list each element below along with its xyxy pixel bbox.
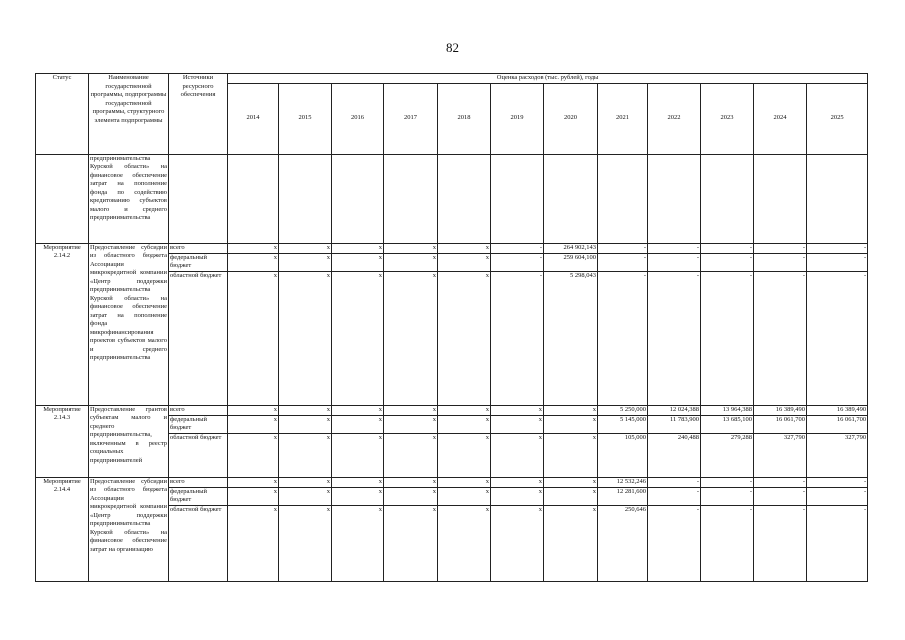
- amount-cell: х: [384, 477, 438, 487]
- item-name: Предоставление субсидии из областного бюджета Ассоциации микрокредитной компании «Центр поддержки предпринимательства Курской области» на финансовое обеспечение затрат на организацию: [89, 477, 169, 581]
- funding-source: областной бюджет: [169, 433, 228, 477]
- table-cell: [228, 154, 279, 243]
- table-cell: [701, 154, 754, 243]
- table-cell: [36, 154, 89, 243]
- item-status: Мероприятие 2.14.4: [36, 477, 89, 581]
- header-year: 2023: [701, 83, 754, 154]
- funding-source: всего: [169, 243, 228, 253]
- amount-cell: -: [701, 253, 754, 271]
- amount-cell: 250,646: [598, 505, 648, 581]
- amount-cell: х: [279, 477, 332, 487]
- amount-cell: -: [701, 243, 754, 253]
- table-cell: [544, 154, 598, 243]
- amount-cell: х: [384, 243, 438, 253]
- item-status: Мероприятие 2.14.2: [36, 243, 89, 405]
- amount-cell: -: [754, 253, 807, 271]
- amount-cell: х: [279, 243, 332, 253]
- amount-cell: -: [754, 243, 807, 253]
- amount-cell: х: [384, 271, 438, 405]
- table-cell: [598, 154, 648, 243]
- funding-source: федеральный бюджет: [169, 415, 228, 433]
- table-cell: [491, 154, 544, 243]
- amount-cell: 12 024,388: [648, 405, 701, 415]
- amount-cell: х: [544, 415, 598, 433]
- amount-cell: х: [491, 415, 544, 433]
- amount-cell: х: [279, 433, 332, 477]
- amount-cell: 264 902,143: [544, 243, 598, 253]
- table-cell: [279, 154, 332, 243]
- amount-cell: 327,790: [807, 433, 868, 477]
- table-cell: [332, 154, 384, 243]
- amount-cell: х: [438, 487, 491, 505]
- amount-cell: х: [279, 405, 332, 415]
- amount-cell: 16 061,700: [807, 415, 868, 433]
- amount-cell: х: [279, 271, 332, 405]
- amount-cell: 13 964,388: [701, 405, 754, 415]
- amount-cell: 13 685,100: [701, 415, 754, 433]
- amount-cell: х: [544, 405, 598, 415]
- header-year: 2015: [279, 83, 332, 154]
- amount-cell: х: [384, 505, 438, 581]
- amount-cell: -: [754, 477, 807, 487]
- amount-cell: х: [491, 433, 544, 477]
- funding-source: федеральный бюджет: [169, 487, 228, 505]
- header-year: 2018: [438, 83, 491, 154]
- amount-cell: х: [332, 243, 384, 253]
- amount-cell: -: [598, 271, 648, 405]
- amount-cell: -: [807, 253, 868, 271]
- funding-source: областной бюджет: [169, 271, 228, 405]
- header-year: 2025: [807, 83, 868, 154]
- amount-cell: 279,288: [701, 433, 754, 477]
- amount-cell: -: [491, 271, 544, 405]
- amount-cell: -: [754, 487, 807, 505]
- amount-cell: х: [491, 477, 544, 487]
- amount-cell: -: [701, 271, 754, 405]
- amount-cell: х: [438, 405, 491, 415]
- amount-cell: х: [279, 487, 332, 505]
- amount-cell: х: [544, 505, 598, 581]
- amount-cell: х: [228, 477, 279, 487]
- item-name: Предоставление грантов субъектам малого и среднего предпринимательства, включенным в реестр социальных предпринимателей: [89, 405, 169, 477]
- amount-cell: х: [332, 505, 384, 581]
- amount-cell: х: [279, 253, 332, 271]
- amount-cell: х: [228, 253, 279, 271]
- amount-cell: 327,790: [754, 433, 807, 477]
- amount-cell: -: [807, 487, 868, 505]
- amount-cell: х: [228, 243, 279, 253]
- amount-cell: х: [491, 505, 544, 581]
- amount-cell: х: [228, 415, 279, 433]
- table-row: [36, 243, 868, 253]
- amount-cell: -: [701, 477, 754, 487]
- table-cell: [384, 154, 438, 243]
- amount-cell: 5 145,000: [598, 415, 648, 433]
- amount-cell: -: [648, 477, 701, 487]
- amount-cell: х: [544, 433, 598, 477]
- table-row-continuation: [36, 154, 868, 243]
- amount-cell: -: [807, 477, 868, 487]
- funding-source: областной бюджет: [169, 505, 228, 581]
- amount-cell: -: [648, 487, 701, 505]
- header-name: Наименование государственной программы, подпрограммы государственной программы, структурного элемента подпрограммы: [89, 74, 169, 155]
- amount-cell: -: [598, 253, 648, 271]
- amount-cell: 105,000: [598, 433, 648, 477]
- amount-cell: х: [279, 415, 332, 433]
- amount-cell: 240,488: [648, 433, 701, 477]
- amount-cell: х: [544, 487, 598, 505]
- amount-cell: х: [384, 405, 438, 415]
- amount-cell: -: [491, 253, 544, 271]
- item-name: Предоставление субсидии из областного бюджета Ассоциации микрокредитной компании «Центр поддержки предпринимательства Курской области» на финансовое обеспечение затрат на пополнение фонда микрофинансирования проектов субъектов малого и среднего предпринимательства: [89, 243, 169, 405]
- amount-cell: 5 250,000: [598, 405, 648, 415]
- header-year: 2024: [754, 83, 807, 154]
- table-row: [36, 477, 868, 487]
- amount-cell: х: [332, 477, 384, 487]
- page-number: 82: [446, 40, 459, 55]
- amount-cell: х: [438, 253, 491, 271]
- amount-cell: х: [332, 405, 384, 415]
- amount-cell: х: [438, 271, 491, 405]
- amount-cell: х: [332, 415, 384, 433]
- amount-cell: 12 532,246: [598, 477, 648, 487]
- amount-cell: х: [279, 505, 332, 581]
- header-year: 2016: [332, 83, 384, 154]
- header-status: Статус: [36, 74, 89, 155]
- amount-cell: х: [228, 405, 279, 415]
- amount-cell: х: [384, 433, 438, 477]
- amount-cell: -: [648, 253, 701, 271]
- table-cell: [807, 154, 868, 243]
- amount-cell: х: [438, 477, 491, 487]
- table-cell: [754, 154, 807, 243]
- table-cell: [438, 154, 491, 243]
- funding-source: всего: [169, 477, 228, 487]
- header-year: 2020: [544, 83, 598, 154]
- budget-table: [35, 73, 868, 582]
- amount-cell: х: [438, 243, 491, 253]
- amount-cell: х: [228, 271, 279, 405]
- table-row: [36, 405, 868, 415]
- amount-cell: -: [807, 271, 868, 405]
- funding-source: федеральный бюджет: [169, 253, 228, 271]
- amount-cell: х: [228, 487, 279, 505]
- amount-cell: -: [648, 505, 701, 581]
- amount-cell: -: [648, 271, 701, 405]
- amount-cell: -: [807, 243, 868, 253]
- header-source: Источники ресурсного обеспечения: [169, 74, 228, 155]
- table-cell: [648, 154, 701, 243]
- amount-cell: -: [807, 505, 868, 581]
- header-year: 2017: [384, 83, 438, 154]
- header-year: 2019: [491, 83, 544, 154]
- header-estimate: Оценка расходов (тыс. рублей), годы: [228, 74, 868, 84]
- header-row-main: [36, 74, 868, 84]
- amount-cell: х: [491, 405, 544, 415]
- header-year: 2022: [648, 83, 701, 154]
- amount-cell: х: [332, 253, 384, 271]
- amount-cell: х: [438, 415, 491, 433]
- amount-cell: 5 298,043: [544, 271, 598, 405]
- amount-cell: х: [384, 253, 438, 271]
- header-year: 2014: [228, 83, 279, 154]
- amount-cell: -: [701, 487, 754, 505]
- amount-cell: 16 061,700: [754, 415, 807, 433]
- amount-cell: х: [332, 271, 384, 405]
- amount-cell: -: [648, 243, 701, 253]
- amount-cell: -: [754, 271, 807, 405]
- amount-cell: х: [228, 433, 279, 477]
- amount-cell: х: [332, 433, 384, 477]
- header-year: 2021: [598, 83, 648, 154]
- amount-cell: -: [754, 505, 807, 581]
- amount-cell: х: [438, 505, 491, 581]
- item-status: Мероприятие 2.14.3: [36, 405, 89, 477]
- amount-cell: -: [491, 243, 544, 253]
- amount-cell: х: [438, 433, 491, 477]
- amount-cell: х: [228, 505, 279, 581]
- amount-cell: х: [384, 487, 438, 505]
- amount-cell: х: [384, 415, 438, 433]
- item-name-continued: предпринимательства Курской области» на финансовое обеспечение затрат на пополнение фонда по содействию кредитованию субъектов малого и среднего предпринимательства: [89, 154, 169, 243]
- amount-cell: 16 389,490: [807, 405, 868, 415]
- table-cell: [169, 154, 228, 243]
- amount-cell: 16 389,490: [754, 405, 807, 415]
- amount-cell: 11 783,900: [648, 415, 701, 433]
- amount-cell: -: [701, 505, 754, 581]
- amount-cell: х: [491, 487, 544, 505]
- funding-source: всего: [169, 405, 228, 415]
- amount-cell: -: [598, 243, 648, 253]
- amount-cell: 12 281,600: [598, 487, 648, 505]
- amount-cell: х: [544, 477, 598, 487]
- amount-cell: х: [332, 487, 384, 505]
- budget-table-body: [36, 154, 868, 581]
- amount-cell: 259 604,100: [544, 253, 598, 271]
